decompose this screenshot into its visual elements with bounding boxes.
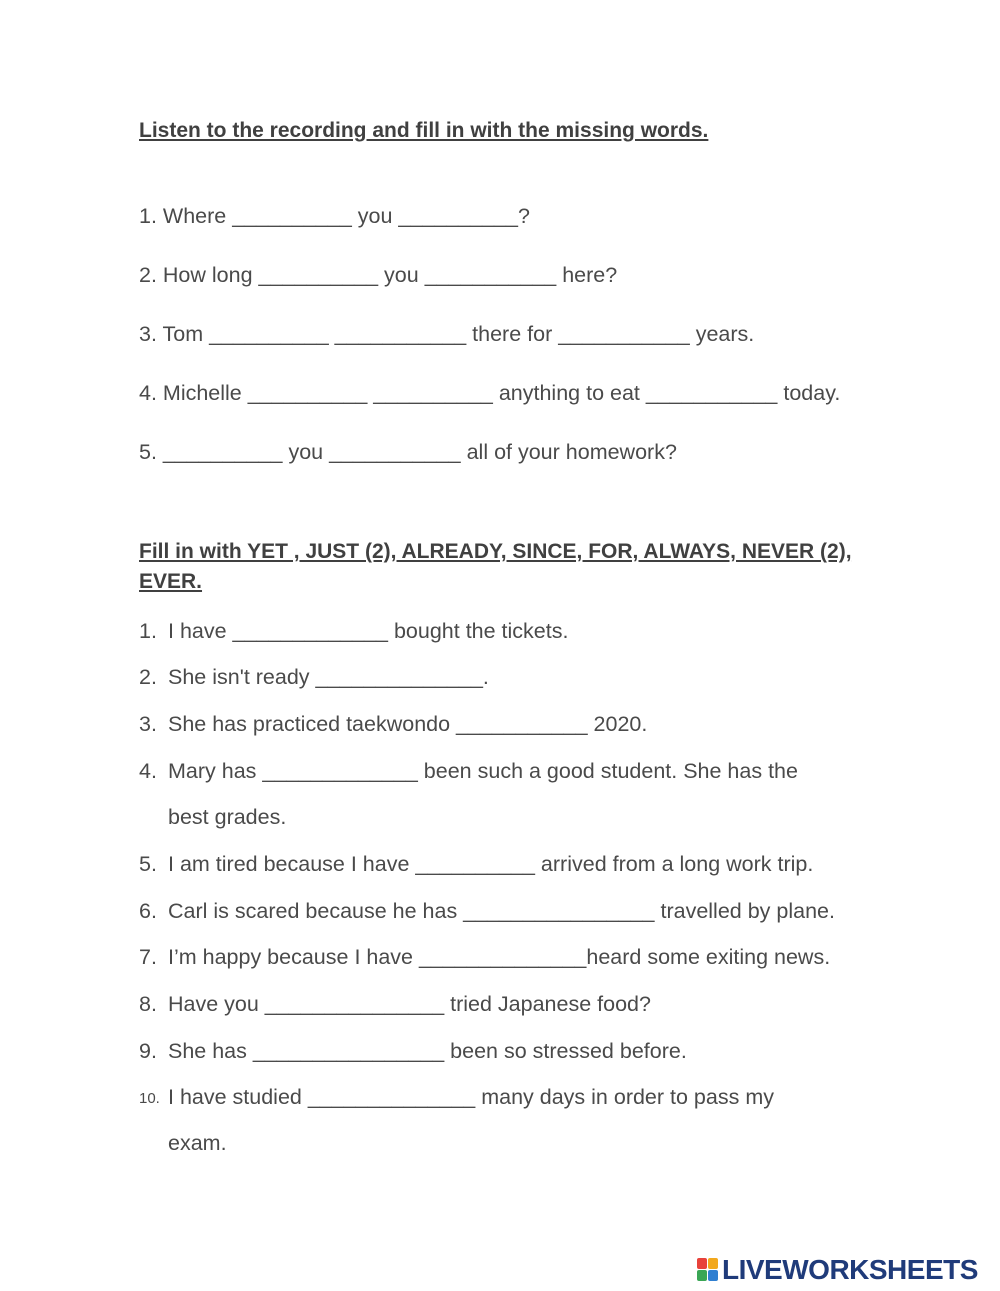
item-text: She has ________________ been so stressed before. — [168, 1039, 687, 1063]
section2-heading: Fill in with YET , JUST (2), ALREADY, SINCE, FOR, ALWAYS, NEVER (2), EVER. — [139, 540, 852, 593]
item-text: I have _____________ bought the tickets. — [168, 619, 569, 643]
item-number: 4. — [139, 759, 157, 783]
listening-line-4: 4. Michelle __________ __________ anything to eat ___________ today. — [139, 381, 841, 405]
item-text: Mary has _____________ been such a good student. She has the — [168, 759, 798, 783]
listening-line-5: 5. __________ you ___________ all of your homework? — [139, 440, 677, 464]
logo-square-3 — [697, 1270, 707, 1281]
logo-text: LIVEWORKSHEETS — [722, 1254, 978, 1285]
item-text: I am tired because I have __________ arrived from a long work trip. — [168, 852, 814, 876]
liveworksheets-logo[interactable] — [697, 1254, 978, 1286]
logo-square-1 — [697, 1258, 707, 1269]
item-number: 6. — [139, 899, 157, 923]
item-text: I’m happy because I have ______________heard some exiting news. — [168, 945, 831, 969]
item-number: 5. — [139, 852, 157, 876]
logo-square-4 — [708, 1270, 718, 1281]
item-text-continued: best grades. — [168, 805, 287, 829]
liveworksheets-logo-icon — [697, 1258, 719, 1282]
item-text: Carl is scared because he has ________________ travelled by plane. — [168, 899, 835, 923]
item-number: 7. — [139, 945, 157, 969]
item-number: 2. — [139, 665, 157, 689]
listening-line-1: 1. Where __________ you __________? — [139, 204, 530, 228]
item-text: She has practiced taekwondo ___________ 2020. — [168, 712, 648, 736]
item-text: Have you _______________ tried Japanese food? — [168, 992, 651, 1016]
item-number: 1. — [139, 619, 157, 643]
item-number: 3. — [139, 712, 157, 736]
item-number: 9. — [139, 1039, 157, 1063]
logo-square-2 — [708, 1258, 718, 1269]
item-number: 10. — [139, 1090, 160, 1107]
section1-heading: Listen to the recording and fill in with the missing words. — [139, 119, 709, 142]
item-number: 8. — [139, 992, 157, 1016]
listening-line-2: 2. How long __________ you ___________ here? — [139, 263, 618, 287]
item-text: She isn't ready ______________. — [168, 665, 489, 689]
item-text-continued: exam. — [168, 1131, 227, 1155]
item-text: I have studied ______________ many days in order to pass my — [168, 1085, 774, 1109]
listening-line-3: 3. Tom __________ ___________ there for ___________ years. — [139, 322, 755, 346]
